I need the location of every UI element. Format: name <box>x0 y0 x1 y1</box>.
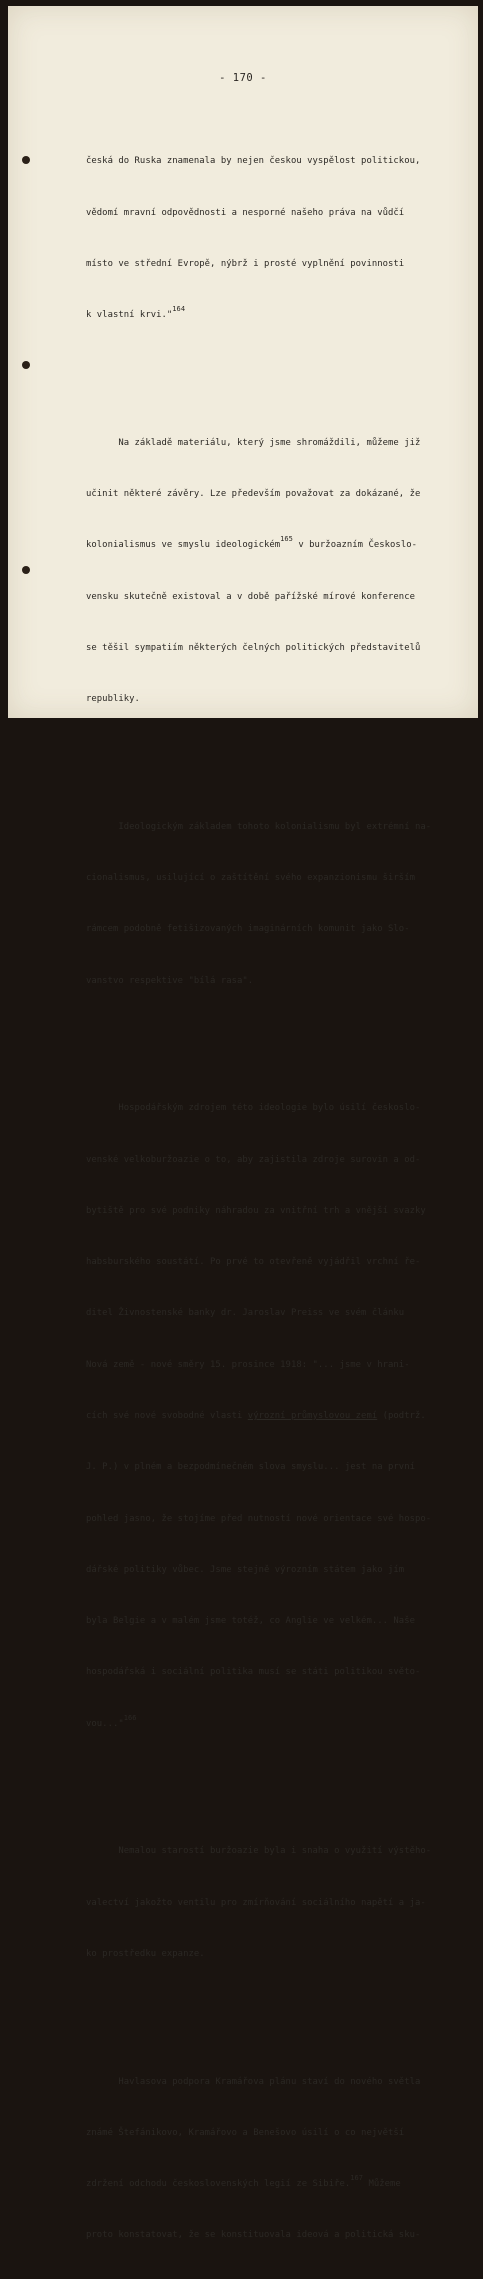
text-line: proto konstatovat, že se konstituovala ideová a politická sku- <box>86 2230 421 2241</box>
text-fragment: Můžeme <box>363 2179 401 2190</box>
binding-hole <box>22 156 30 164</box>
underlined-text: výrozní průmyslovou zemí <box>247 1411 378 1422</box>
text-fragment: (podtrž. <box>377 1411 426 1422</box>
text-line: venské velkoburžoazie o to, aby zajistila zdroje surovin a od- <box>86 1154 421 1165</box>
text-line: místo ve střední Evropě, nýbrž i prosté vyplnění povinnosti <box>86 258 405 269</box>
text-line: ko prostředku expanze. <box>86 1948 205 1959</box>
text-line: valectví jakožto ventilu pro zmírňování sociálního napětí a ja- <box>86 1897 426 1908</box>
text-fragment: k vlastní krvi." <box>86 310 173 321</box>
text-line: hospodářská i sociální politika musí se státi politikou světo- <box>86 1667 421 1678</box>
text-line: česká do Ruska znamenala by nejen českou vyspělost politickou, <box>86 156 421 167</box>
footnote-ref: 167 <box>350 2174 364 2183</box>
text-line: Nová země - nové směry 15. prosince 1918: "... jsme v hrani- <box>86 1359 410 1370</box>
text-fragment: vou..." <box>86 1718 124 1729</box>
text-line: Havlasova podpora Kramářova plánu staví do nového světla <box>86 2076 421 2087</box>
text-line: se těšil sympatiím některých čelných politických představitelů <box>86 642 421 653</box>
text-fragment: kolonialismus ve smyslu ideologickém <box>86 540 281 551</box>
text-line: vensku skutečně existoval a v době pařížské mírové konference <box>86 591 415 602</box>
document-page <box>8 6 478 2241</box>
text-line: dářské politiky vůbec. Jsme stejně výrozním státem jako jím <box>86 1564 405 1575</box>
text-line: Nemalou starostí buržoazie byla i snaha o využití výstěho- <box>86 1846 432 1857</box>
text-line: vědomí mravní odpovědnosti a nesporné našeho práva na vůdčí <box>86 207 405 218</box>
text-line: ditel Živnostenské banky dr. Jaroslav Preiss ve svém článku <box>86 1308 405 1319</box>
text-line <box>86 2176 466 2193</box>
text-line: republiky. <box>86 694 140 705</box>
text-fragment: cích své nové svobodné vlasti <box>86 1411 248 1422</box>
binding-hole <box>22 361 30 369</box>
text-line: rámcem podobně fetišizovaných imaginárních komunit jako Slo- <box>86 924 410 935</box>
text-line: Hospodářským zdrojem této ideologie bylo úsilí českoslo- <box>86 1103 421 1114</box>
text-line: Ideologickým základem tohoto kolonialismu byl extrémní na- <box>86 821 432 832</box>
text-line <box>86 1713 466 1733</box>
text-fragment: v buržoazním Českoslo- <box>292 540 417 551</box>
text-line <box>86 1408 466 1425</box>
footnote-ref: 164 <box>172 305 186 314</box>
footnote-ref: 165 <box>280 535 293 544</box>
binding-holes <box>22 6 32 718</box>
text-line <box>86 537 466 554</box>
footnote-ref: 166 <box>123 1713 137 1722</box>
text-line: byla Belgie a v malém jsme totéž, co Anglie ve velkém... Naše <box>86 1616 415 1627</box>
text-line: cionalismus, usilující o zaštítění svého expanzionismu širším <box>86 873 415 884</box>
text-line: J. P.) v plném a bezpodmínečném slova smyslu... jest na první <box>86 1462 415 1473</box>
text-line: známé Štefánikovo, Kramářovo a Benešovo úsilí o co největší <box>86 2127 405 2138</box>
page-number: - 170 - <box>219 72 267 84</box>
text-fragment: zdržení odchodu československých legií ze Sibiře. <box>86 2179 351 2190</box>
text-line <box>86 307 466 324</box>
binding-hole <box>22 566 30 574</box>
text-line: učinit některé závěry. Lze především považovat za dokázané, že <box>86 489 421 500</box>
body-text <box>86 102 466 2279</box>
text-line: bytiště pro své podniky náhradou za vnitřní trh a vnější svazky <box>86 1205 426 1216</box>
text-line: habsburského soustátí. Po prvé to otevřeně vyjádřil vrchní ře- <box>86 1257 421 1268</box>
text-line: pohled jasno, že stojíme před nutností nové orientace své hospo- <box>86 1513 432 1524</box>
text-line: Na základě materiálu, který jsme shromáždili, můžeme již <box>86 437 421 448</box>
text-line: vanstvo respektive "bílá rasa". <box>86 975 254 986</box>
